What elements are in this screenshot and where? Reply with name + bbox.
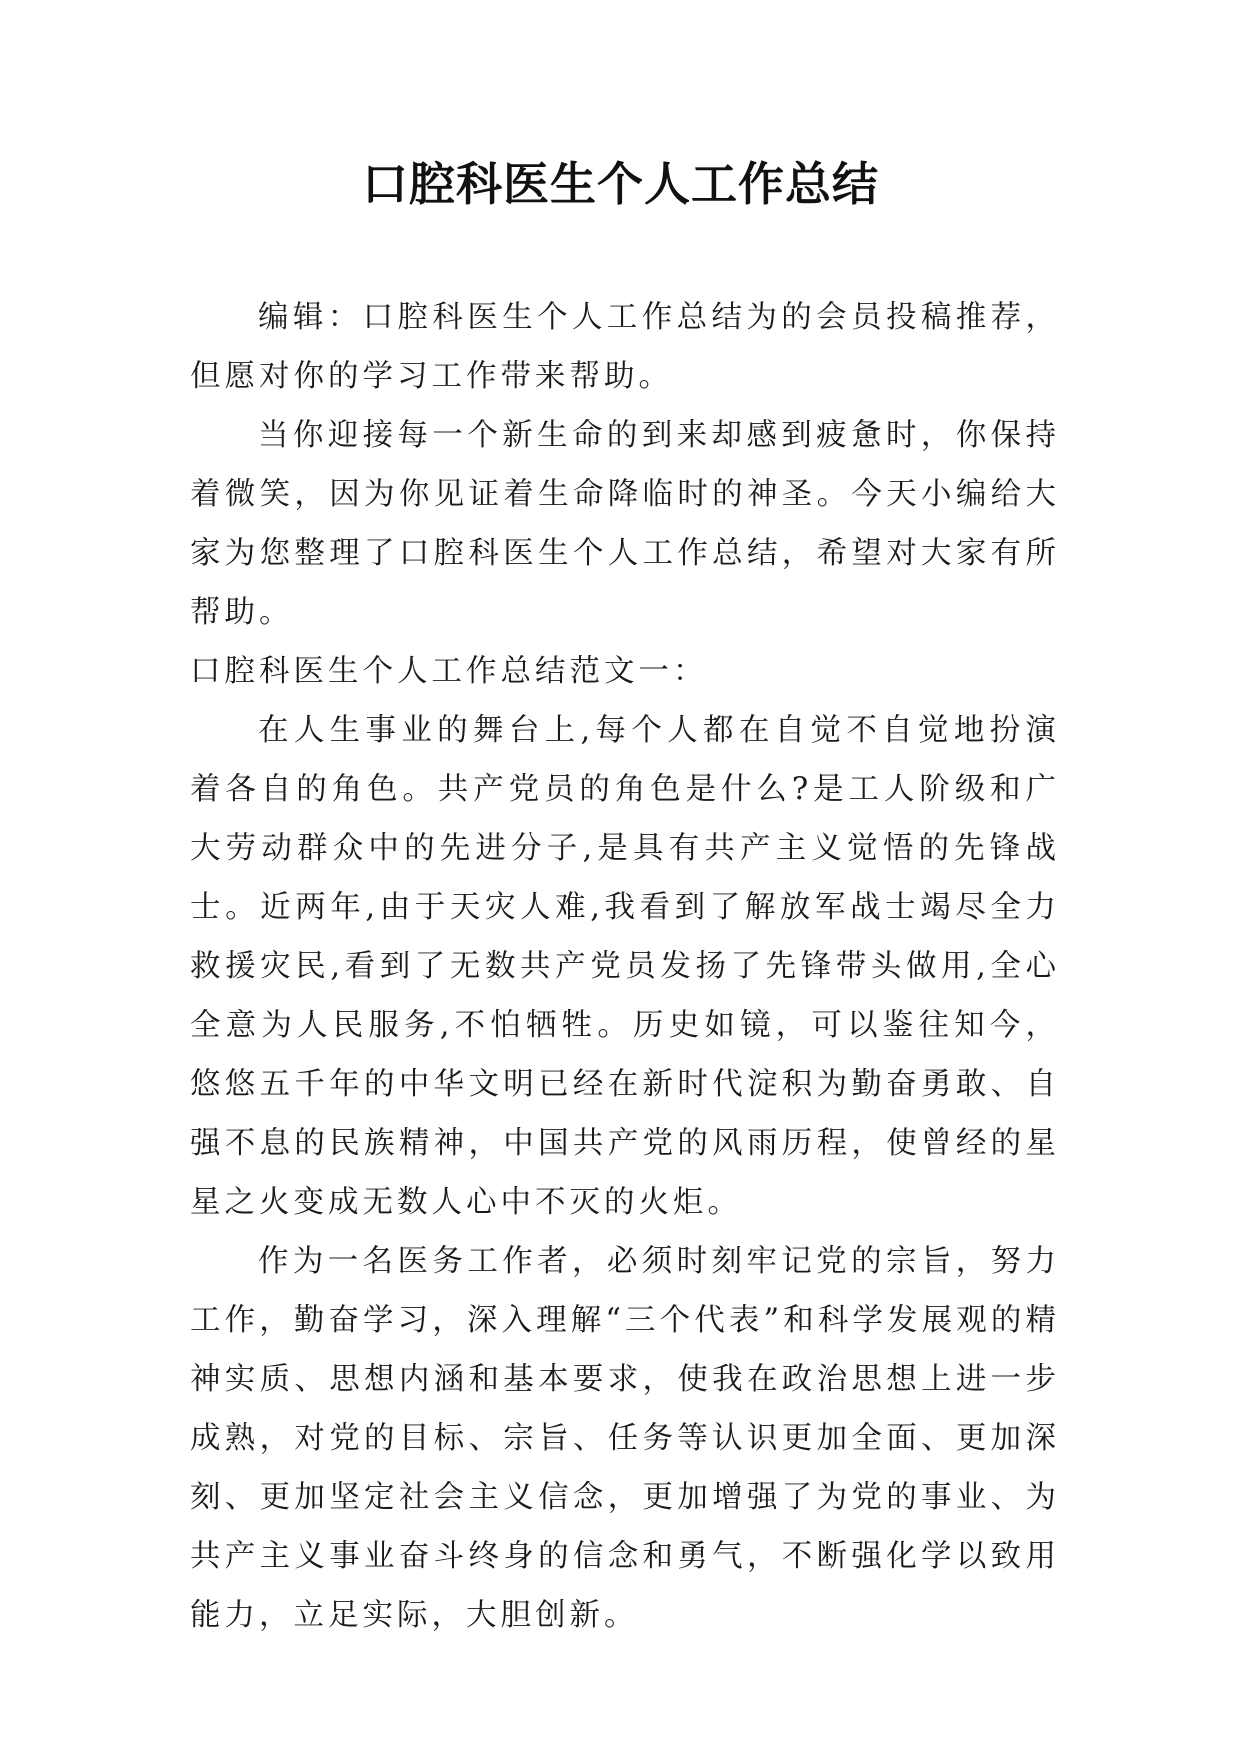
document-body: [190, 288, 1060, 1645]
paragraph-sample-heading: 口腔科医生个人工作总结范文一：: [190, 654, 708, 689]
document-title: 口腔科医生个人工作总结: [362, 157, 879, 211]
paragraph-medical-worker: 作为一名医务工作者，必须时刻牢记党的宗旨，努力工作，勤奋学习，深入理解“三个代表”和科学发展观的精神实质、思想内涵和基本要求，使我在政治思想上进一步成熟，对党的目标、宗旨、任务等认识更加全面、更加深刻、更加坚定社会主义信念，更加增强了为党的事业、为共产主义事业奋斗终身的信念和勇气，不断强化学以致用能力，立足实际，大胆创新。: [190, 1244, 1060, 1633]
paragraph-intro: 当你迎接每一个新生命的到来却感到疲惫时，你保持着微笑，因为你见证着生命降临时的神圣。今天小编给大家为您整理了口腔科医生个人工作总结，希望对大家有所帮助。: [190, 418, 1060, 630]
paragraph-editor-note: 编辑：口腔科医生个人工作总结为的会员投稿推荐，但愿对你的学习工作带来帮助。: [190, 300, 1060, 394]
paragraph-party-role: 在人生事业的舞台上,每个人都在自觉不自觉地扮演着各自的角色。共产党员的角色是什么?是工人阶级和广大劳动群众中的先进分子,是具有共产主义觉悟的先锋战士。近两年,由于天灾人难,我看到了解放军战士竭尽全力救援灾民,看到了无数共产党员发扬了先锋带头做用,全心全意为人民服务,不怕牺牲。历史如镜，可以鉴往知今，悠悠五千年的中华文明已经在新时代淀积为勤奋勇敢、自强不息的民族精神，中国共产党的风雨历程，使曾经的星星之火变成无数人心中不灭的火炬。: [190, 713, 1060, 1220]
